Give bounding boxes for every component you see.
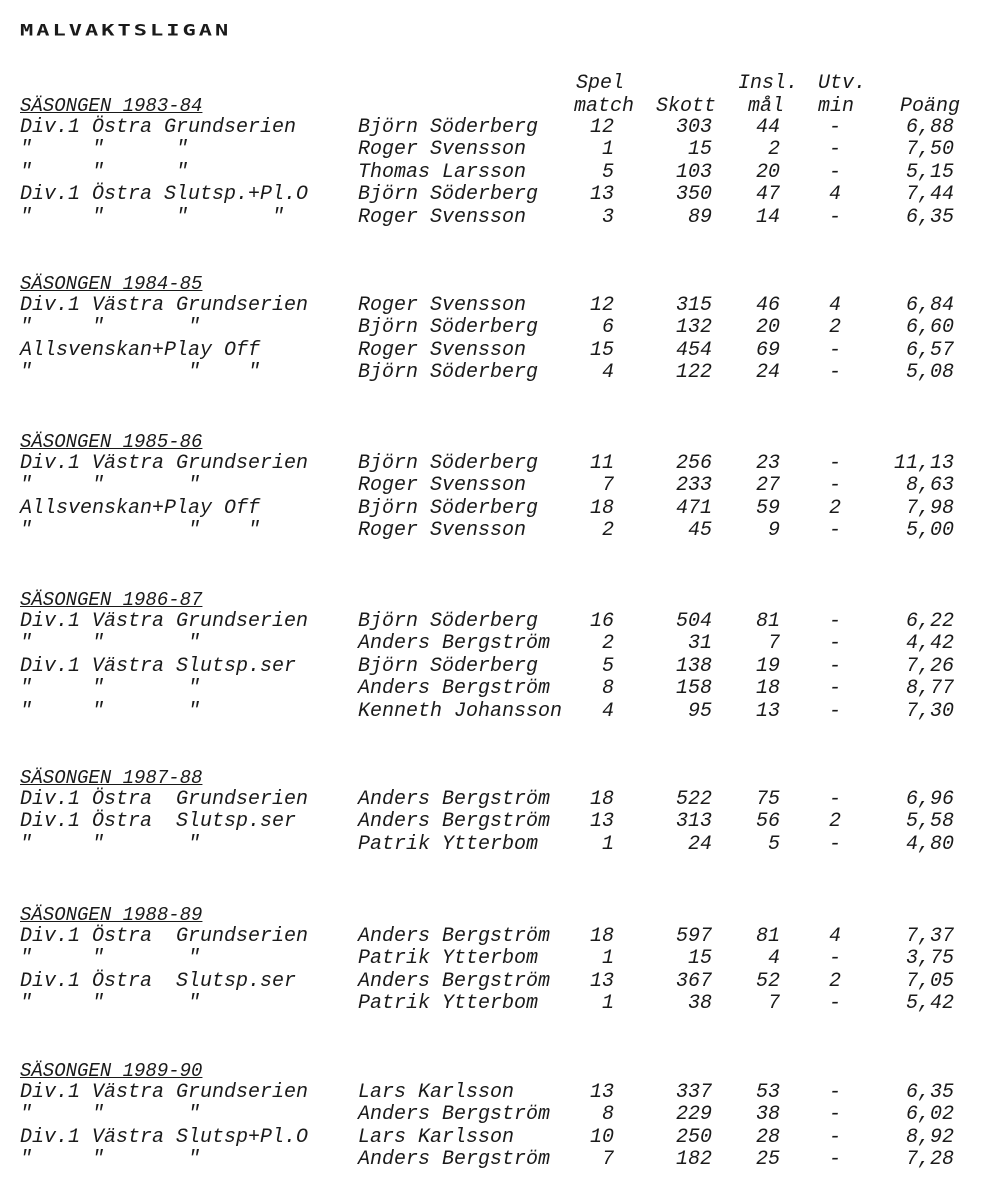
penalty-minutes: -	[828, 788, 841, 811]
goals-against: 25	[755, 1148, 780, 1172]
goals-against: 7	[767, 992, 780, 1016]
division: Div.1 Östra Grundserien	[20, 116, 297, 139]
penalty-minutes: 2	[828, 496, 841, 520]
division: Div.1 Västra Slutsp.ser	[20, 654, 297, 678]
goals-against: 19	[755, 654, 780, 678]
division: " " "	[20, 160, 189, 184]
points: 6,57	[905, 338, 954, 362]
shots-against: 122	[675, 361, 712, 385]
division: Allsvenskan+Play Off	[20, 338, 261, 362]
points: 6,35	[905, 205, 954, 229]
games-played: 5	[601, 654, 614, 678]
shots-against: 15	[687, 138, 712, 162]
table-row	[0, 1149, 986, 1171]
games-played: 1	[601, 832, 614, 856]
shots-against: 367	[675, 969, 712, 993]
games-played: 8	[601, 677, 614, 701]
goals-against: 23	[755, 452, 780, 475]
goals-against: 38	[755, 1103, 780, 1127]
points: 4,42	[905, 632, 954, 656]
goalkeeper-name: Anders Bergström	[358, 925, 551, 948]
table-row	[0, 834, 986, 856]
goalkeeper-name: Patrik Ytterbom	[358, 947, 539, 971]
goalkeeper-name: Anders Bergström	[358, 1103, 551, 1127]
division: Div.1 Västra Grundserien	[20, 1081, 309, 1104]
penalty-minutes: -	[828, 832, 841, 856]
division: Div.1 Östra Slutsp.ser	[20, 969, 297, 993]
table-row	[0, 611, 986, 633]
table-row	[0, 678, 986, 700]
division: " " "	[20, 832, 201, 856]
goalkeeper-name: Björn Söderberg	[358, 496, 539, 520]
division: Div.1 Östra Grundserien	[20, 925, 309, 948]
table-row	[0, 162, 986, 184]
games-played: 6	[601, 316, 614, 340]
shots-against: 250	[675, 1125, 712, 1149]
points: 6,84	[905, 294, 954, 317]
division: " " "	[20, 1148, 201, 1172]
shots-against: 31	[687, 632, 712, 656]
shots-against: 233	[675, 474, 712, 498]
goals-against: 4	[767, 947, 780, 971]
shots-against: 95	[687, 699, 712, 723]
penalty-minutes: -	[828, 992, 841, 1016]
points: 5,58	[905, 810, 954, 834]
goals-against: 7	[767, 632, 780, 656]
goalkeeper-name: Anders Bergström	[358, 969, 551, 993]
header-goals-top: Insl.	[738, 72, 799, 95]
division: " " " "	[20, 205, 285, 229]
goals-against: 20	[755, 160, 780, 184]
penalty-minutes: -	[828, 1148, 841, 1172]
goals-against: 24	[755, 361, 780, 385]
goals-against: 9	[767, 519, 780, 543]
shots-against: 313	[675, 810, 712, 834]
table-row	[0, 789, 986, 811]
division: " " "	[20, 361, 261, 385]
penalty-minutes: -	[828, 138, 841, 162]
penalty-minutes: -	[828, 160, 841, 184]
table-row	[0, 475, 986, 497]
header-min-bottom: min	[818, 95, 855, 118]
header-games-top: Spel	[576, 72, 625, 95]
goalkeeper-name: Kenneth Johansson	[358, 699, 563, 723]
games-played: 13	[589, 1081, 614, 1104]
games-played: 7	[601, 474, 614, 498]
division: " " "	[20, 138, 189, 162]
points: 7,05	[905, 969, 954, 993]
season-title: SÄSONGEN 1987-88	[20, 767, 203, 789]
table-row	[0, 317, 986, 339]
goalkeeper-name: Björn Söderberg	[358, 361, 539, 385]
header-min-top: Utv.	[818, 72, 867, 95]
penalty-minutes: -	[828, 116, 841, 139]
table-row	[0, 811, 986, 833]
shots-against: 89	[687, 205, 712, 229]
table-row	[0, 362, 986, 384]
division: Div.1 Västra Slutsp+Pl.O	[20, 1125, 309, 1149]
penalty-minutes: -	[828, 1103, 841, 1127]
shots-against: 15	[687, 947, 712, 971]
shots-against: 103	[675, 160, 712, 184]
division: Div.1 Västra Grundserien	[20, 610, 309, 633]
penalty-minutes: -	[828, 338, 841, 362]
goals-against: 47	[755, 183, 780, 207]
penalty-minutes: -	[828, 205, 841, 229]
goalkeeper-name: Thomas Larsson	[358, 160, 527, 184]
points: 6,35	[905, 1081, 954, 1104]
points: 6,22	[905, 610, 954, 633]
goalkeeper-name: Björn Söderberg	[358, 654, 539, 678]
season-title: SÄSONGEN 1988-89	[20, 904, 203, 926]
penalty-minutes: -	[828, 677, 841, 701]
games-played: 4	[601, 699, 614, 723]
table-row	[0, 633, 986, 655]
points: 5,15	[905, 160, 954, 184]
points: 7,28	[905, 1148, 954, 1172]
table-row	[0, 295, 986, 317]
goalkeeper-name: Björn Söderberg	[358, 316, 539, 340]
games-played: 4	[601, 361, 614, 385]
games-played: 12	[589, 116, 614, 139]
points: 6,02	[905, 1103, 954, 1127]
division: Div.1 Östra Slutsp.+Pl.O	[20, 183, 309, 207]
table-row	[0, 701, 986, 723]
points: 7,37	[905, 925, 954, 948]
games-played: 13	[589, 810, 614, 834]
shots-against: 229	[675, 1103, 712, 1127]
games-played: 13	[589, 969, 614, 993]
division: Div.1 Västra Grundserien	[20, 294, 309, 317]
season-title: SÄSONGEN 1985-86	[20, 431, 203, 453]
table-row	[0, 971, 986, 993]
penalty-minutes: 4	[828, 294, 841, 317]
points: 6,88	[905, 116, 954, 139]
goalkeeper-name: Björn Söderberg	[358, 183, 539, 207]
penalty-minutes: -	[828, 699, 841, 723]
points: 7,30	[905, 699, 954, 723]
goals-against: 52	[755, 969, 780, 993]
goals-against: 81	[755, 610, 780, 633]
division: Div.1 Östra Grundserien	[20, 788, 309, 811]
goals-against: 28	[755, 1125, 780, 1149]
header-shots: Skott	[656, 95, 717, 118]
games-played: 18	[589, 496, 614, 520]
goals-against: 5	[767, 832, 780, 856]
shots-against: 454	[675, 338, 712, 362]
games-played: 8	[601, 1103, 614, 1127]
table-row	[0, 207, 986, 229]
shots-against: 138	[675, 654, 712, 678]
penalty-minutes: -	[828, 947, 841, 971]
points: 5,08	[905, 361, 954, 385]
season-title: SÄSONGEN 1983-84	[20, 95, 203, 117]
games-played: 12	[589, 294, 614, 317]
games-played: 1	[601, 138, 614, 162]
goals-against: 13	[755, 699, 780, 723]
points: 7,44	[905, 183, 954, 207]
shots-against: 303	[675, 116, 712, 139]
goalkeeper-name: Roger Svensson	[358, 294, 527, 317]
header-games-bottom: match	[574, 95, 635, 118]
goalkeeper-name: Roger Svensson	[358, 474, 527, 498]
penalty-minutes: 2	[828, 969, 841, 993]
goals-against: 69	[755, 338, 780, 362]
table-row	[0, 1082, 986, 1104]
penalty-minutes: -	[828, 1125, 841, 1149]
table-row	[0, 340, 986, 362]
table-row	[0, 926, 986, 948]
goals-against: 75	[755, 788, 780, 811]
games-played: 5	[601, 160, 614, 184]
division: " " "	[20, 947, 201, 971]
shots-against: 350	[675, 183, 712, 207]
goalkeeper-name: Roger Svensson	[358, 205, 527, 229]
goalkeeper-name: Anders Bergström	[358, 677, 551, 701]
penalty-minutes: 4	[828, 925, 841, 948]
penalty-minutes: 2	[828, 316, 841, 340]
shots-against: 45	[687, 519, 712, 543]
penalty-minutes: -	[828, 519, 841, 543]
shots-against: 471	[675, 496, 712, 520]
games-played: 16	[589, 610, 614, 633]
penalty-minutes: -	[828, 452, 841, 475]
points: 5,42	[905, 992, 954, 1016]
points: 8,92	[905, 1125, 954, 1149]
goals-against: 59	[755, 496, 780, 520]
goalkeeper-name: Anders Bergström	[358, 788, 551, 811]
points: 5,00	[905, 519, 954, 543]
shots-against: 38	[687, 992, 712, 1016]
division: " " "	[20, 992, 201, 1016]
division: Div.1 Östra Slutsp.ser	[20, 810, 297, 834]
goalkeeper-name: Roger Svensson	[358, 138, 527, 162]
games-played: 10	[589, 1125, 614, 1149]
games-played: 7	[601, 1148, 614, 1172]
games-played: 13	[589, 183, 614, 207]
goals-against: 81	[755, 925, 780, 948]
division: " " "	[20, 1103, 201, 1127]
games-played: 18	[589, 925, 614, 948]
points: 7,26	[905, 654, 954, 678]
penalty-minutes: 2	[828, 810, 841, 834]
goalkeeper-name: Patrik Ytterbom	[358, 832, 539, 856]
shots-against: 315	[675, 294, 712, 317]
points: 4,80	[905, 832, 954, 856]
shots-against: 182	[675, 1148, 712, 1172]
table-row	[0, 184, 986, 206]
table-row	[0, 139, 986, 161]
games-played: 2	[601, 519, 614, 543]
division: " " "	[20, 632, 201, 656]
goalkeeper-name: Roger Svensson	[358, 338, 527, 362]
division: Allsvenskan+Play Off	[20, 496, 261, 520]
division: " " "	[20, 699, 201, 723]
goalkeeper-name: Roger Svensson	[358, 519, 527, 543]
goalkeeper-name: Björn Söderberg	[358, 610, 539, 633]
division: Div.1 Västra Grundserien	[20, 452, 309, 475]
penalty-minutes: -	[828, 361, 841, 385]
season-title: SÄSONGEN 1989-90	[20, 1060, 203, 1082]
shots-against: 522	[675, 788, 712, 811]
table-row	[0, 117, 986, 139]
points: 8,77	[905, 677, 954, 701]
penalty-minutes: -	[828, 474, 841, 498]
header-goals-bottom: mål	[748, 95, 785, 118]
division: " " "	[20, 519, 261, 543]
games-played: 11	[589, 452, 614, 475]
season-title: SÄSONGEN 1986-87	[20, 589, 203, 611]
goals-against: 56	[755, 810, 780, 834]
goalkeeper-name: Anders Bergström	[358, 1148, 551, 1172]
goals-against: 46	[755, 294, 780, 317]
season-title: SÄSONGEN 1984-85	[20, 273, 203, 295]
header-points: Poäng	[900, 95, 961, 118]
shots-against: 337	[675, 1081, 712, 1104]
division: " " "	[20, 677, 201, 701]
games-played: 1	[601, 947, 614, 971]
goalkeeper-name: Björn Söderberg	[358, 116, 539, 139]
table-row	[0, 520, 986, 542]
points: 11,13	[893, 452, 954, 475]
goalkeeper-name: Patrik Ytterbom	[358, 992, 539, 1016]
goalkeeper-name: Lars Karlsson	[358, 1125, 515, 1149]
table-row	[0, 453, 986, 475]
page-title: MALVAKTSLIGAN	[20, 22, 232, 40]
games-played: 2	[601, 632, 614, 656]
goalkeeper-name: Anders Bergström	[358, 810, 551, 834]
table-row	[0, 1104, 986, 1126]
table-row	[0, 498, 986, 520]
shots-against: 24	[687, 832, 712, 856]
games-played: 1	[601, 992, 614, 1016]
table-row	[0, 656, 986, 678]
points: 7,98	[905, 496, 954, 520]
games-played: 15	[589, 338, 614, 362]
goals-against: 2	[767, 138, 780, 162]
goals-against: 44	[755, 116, 780, 139]
goalkeeper-name: Anders Bergström	[358, 632, 551, 656]
goalkeeper-name: Björn Söderberg	[358, 452, 539, 475]
goalkeeper-name: Lars Karlsson	[358, 1081, 515, 1104]
points: 6,96	[905, 788, 954, 811]
table-row	[0, 993, 986, 1015]
goals-against: 20	[755, 316, 780, 340]
points: 6,60	[905, 316, 954, 340]
shots-against: 158	[675, 677, 712, 701]
table-row	[0, 1127, 986, 1149]
goals-against: 14	[755, 205, 780, 229]
games-played: 3	[601, 205, 614, 229]
division: " " "	[20, 474, 201, 498]
division: " " "	[20, 316, 201, 340]
shots-against: 256	[675, 452, 712, 475]
goals-against: 18	[755, 677, 780, 701]
shots-against: 597	[675, 925, 712, 948]
penalty-minutes: -	[828, 610, 841, 633]
shots-against: 504	[675, 610, 712, 633]
penalty-minutes: -	[828, 1081, 841, 1104]
points: 3,75	[905, 947, 954, 971]
goals-against: 27	[755, 474, 780, 498]
table-row	[0, 948, 986, 970]
penalty-minutes: 4	[828, 183, 841, 207]
points: 8,63	[905, 474, 954, 498]
penalty-minutes: -	[828, 654, 841, 678]
penalty-minutes: -	[828, 632, 841, 656]
goals-against: 53	[755, 1081, 780, 1104]
shots-against: 132	[675, 316, 712, 340]
games-played: 18	[589, 788, 614, 811]
points: 7,50	[905, 138, 954, 162]
